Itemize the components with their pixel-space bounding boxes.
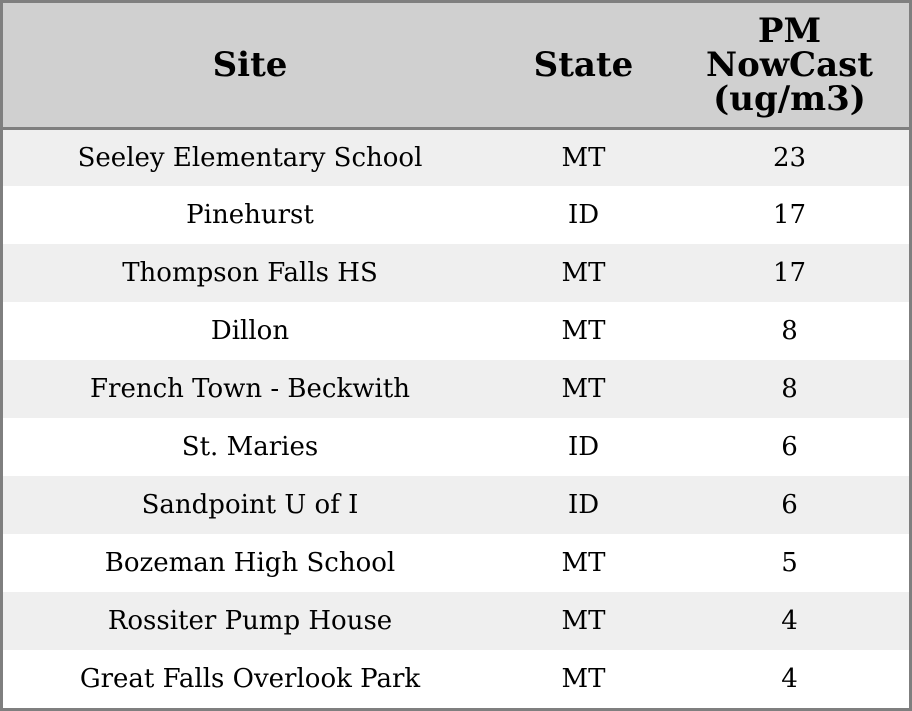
cell-state: MT xyxy=(561,142,606,173)
cell-pm: 17 xyxy=(772,200,807,230)
cell-site: Dillon xyxy=(210,316,290,346)
cell-pm: 6 xyxy=(781,432,798,462)
table-row xyxy=(3,418,909,476)
cell-site: Pinehurst xyxy=(186,200,314,230)
cell-state: MT xyxy=(561,374,606,404)
air-quality-table xyxy=(3,3,909,708)
cell-site: Great Falls Overlook Park xyxy=(79,664,421,694)
cell-site: Bozeman High School xyxy=(104,548,396,578)
cell-state: ID xyxy=(567,432,600,462)
table-row xyxy=(3,244,909,302)
table-row xyxy=(3,360,909,418)
table-row xyxy=(3,302,909,360)
table-body xyxy=(3,128,909,708)
cell-state: MT xyxy=(561,316,606,346)
header-pm-nowcast: PM NowCast (ug/m3) xyxy=(670,3,909,128)
cell-site: Rossiter Pump House xyxy=(107,606,393,636)
table-row xyxy=(3,592,909,650)
cell-pm: 4 xyxy=(781,664,798,694)
cell-pm: 23 xyxy=(772,142,807,173)
cell-pm: 6 xyxy=(781,490,798,520)
cell-state: MT xyxy=(561,664,606,694)
cell-pm: 17 xyxy=(772,258,807,288)
cell-pm: 8 xyxy=(781,374,798,404)
cell-site: St. Maries xyxy=(181,432,319,462)
cell-state: ID xyxy=(567,490,600,520)
header-row xyxy=(3,3,909,128)
table-row xyxy=(3,128,909,186)
cell-site: Sandpoint U of I xyxy=(141,490,359,520)
table-row xyxy=(3,476,909,534)
cell-state: MT xyxy=(561,548,606,578)
cell-site: Thompson Falls HS xyxy=(122,258,378,288)
header-site: Site xyxy=(3,3,497,128)
cell-state: MT xyxy=(561,258,606,288)
cell-site: French Town - Beckwith xyxy=(89,374,411,404)
header-state: State xyxy=(497,3,670,128)
table-header xyxy=(3,3,909,128)
table-row xyxy=(3,186,909,244)
cell-pm: 5 xyxy=(781,548,798,578)
cell-site: Seeley Elementary School xyxy=(77,142,423,173)
table-row xyxy=(3,534,909,592)
cell-pm: 8 xyxy=(781,316,798,346)
cell-state: ID xyxy=(567,200,600,230)
cell-pm: 4 xyxy=(781,606,798,636)
table-row xyxy=(3,650,909,708)
cell-state: MT xyxy=(561,606,606,636)
